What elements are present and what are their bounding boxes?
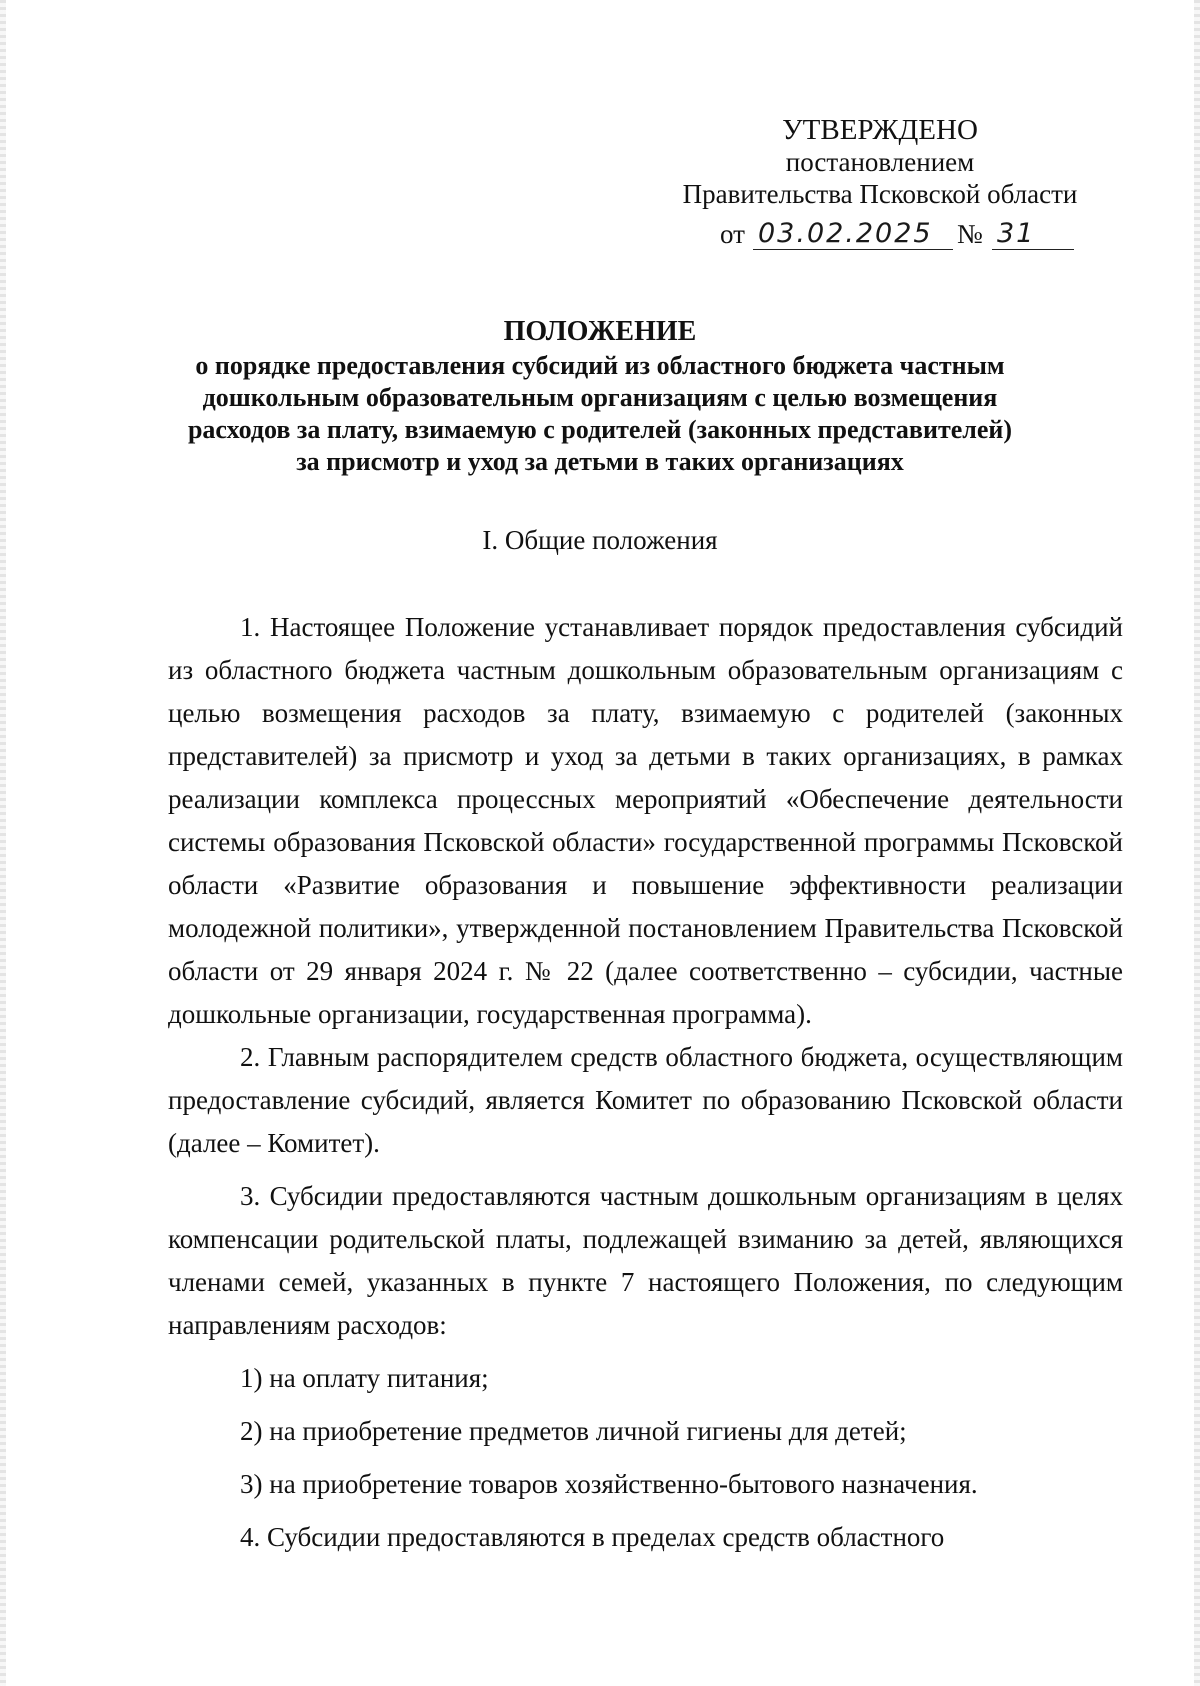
paragraph-2: 2. Главным распорядителем средств областного бюджета, осуществляющим предоставление субсидий, является Комитет по образованию Псковской области (далее – Комитет). [168, 1042, 1123, 1158]
scan-edge-right [1194, 0, 1200, 1686]
number-label: № [957, 219, 983, 249]
paragraph-3: 3. Субсидии предоставляются частным дошкольным организациям в целях компенсации родительской платы, подлежащей взиманию за детей, являющихся членами семей, указанных в пункте 7 настоящего Положения, по следующим направлениям расходов: [168, 1181, 1123, 1340]
title-line: дошкольным образовательным организациям с целью возмещения [202, 383, 998, 412]
paragraph-1: 1. Настоящее Положение устанавливает порядок предоставления субсидий из областного бюджета частным дошкольным образовательным организациям с целью возмещения расходов за плату, взимаемую с родителей (законных представителей) за присмотр и уход за детьми в таких организациях, в рамках реализации комплекса процессных мероприятий «Обеспечение деятельности системы образования Псковской области» государственной программы Псковской области «Развитие образования и повышение эффективности реализации молодежной политики», утвержденной постановлением Правительства Псковской области от 29 января 2024 г. № 22 (далее соответственно – субсидии, частные дошкольные организации, государственная программа). [168, 612, 1123, 1029]
list-item: 1) на оплату питания; [240, 1363, 489, 1393]
title-line: за присмотр и уход за детьми в таких организациях [296, 447, 904, 476]
approval-stamp-block [640, 114, 1120, 254]
approved-label: УТВЕРЖДЕНО [782, 114, 978, 146]
handwritten-date: 03.02.2025 [758, 218, 933, 249]
handwritten-number: 31 [997, 218, 1036, 249]
title-line: расходов за плату, взимаемую с родителей (законных представителей) [187, 415, 1013, 444]
document-title [150, 316, 1050, 478]
date-underline [753, 249, 953, 250]
resolution-date-number-row [640, 214, 1120, 254]
number-underline [992, 249, 1074, 250]
from-label: от [720, 219, 745, 249]
paragraph-4: 4. Субсидии предоставляются в пределах средств областного [240, 1522, 945, 1552]
by-resolution-label: постановлением [785, 147, 975, 177]
scan-edge-left [0, 0, 6, 1686]
section-heading: I. Общие положения [482, 525, 718, 555]
document-body [168, 606, 1123, 1559]
list-item: 3) на приобретение товаров хозяйственно-бытового назначения. [240, 1469, 978, 1499]
government-label: Правительства Псковской области [682, 179, 1078, 209]
title-main: ПОЛОЖЕНИЕ [503, 316, 697, 347]
title-line: о порядке предоставления субсидий из областного бюджета частным [195, 351, 1005, 380]
list-item: 2) на приобретение предметов личной гигиены для детей; [240, 1416, 907, 1446]
